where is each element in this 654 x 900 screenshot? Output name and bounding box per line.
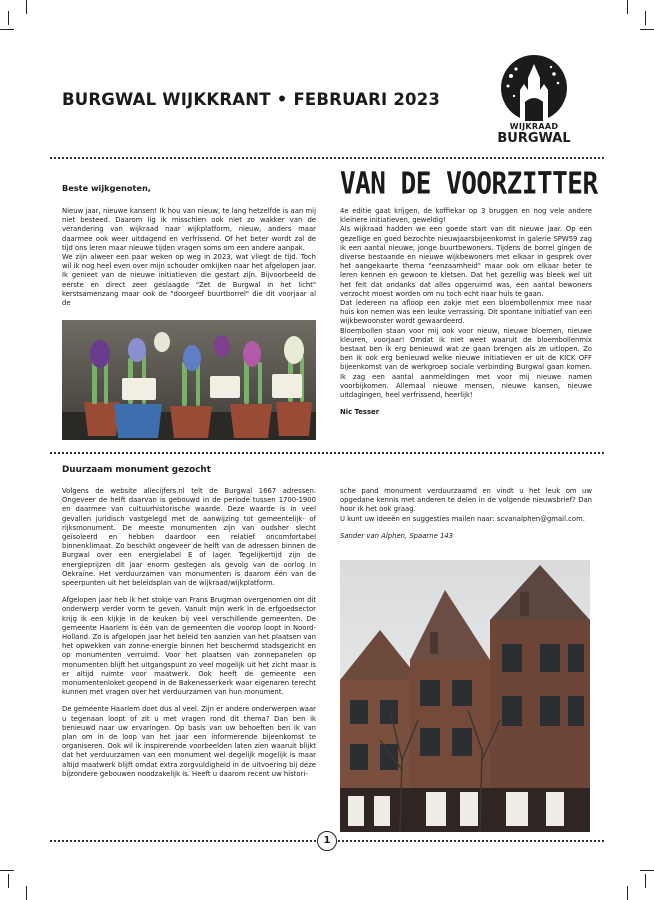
masthead xyxy=(62,90,440,109)
monument-right-column xyxy=(340,487,592,541)
monument-houses-photo xyxy=(340,560,590,832)
logo-line-2: BURGWAL xyxy=(497,131,571,146)
crop-mark xyxy=(8,874,9,888)
paragraph: De gemeente Haarlem doet dus al veel. Zijn er andere onderwerpen waar u tegenaan loopt of zit u met vragen rond dit thema? Dan ben ik benieuwd naar uw ervaringen. Op basis van uw behoeften ben ik van plan om in de loop van het jaar een informerende bijeenkomst te organiseren. Ook wil ik inspirerende voorbeelden laten zien waaruit blijkt dat het verduurzamen van een monument wel degelijk mogelijk is maar altijd maatwerk blijft omdat extra zorgvuldigheid in de uitvoering bij deze bijzondere gebouwen noodzakelijk is. Heeft u daarom recent uw histori- xyxy=(62,705,316,778)
paragraph: Bloembollen staan voor mij ook voor nieuw, nieuwe bloemen, nieuwe kleuren, voorjaar! Omdat ik niet weet waaruit de bloembollenmix bestaat ben ik erg benieuwd wat ze gaan brengen als ze uitlopen. Zo ben ik ook erg benieuwd welke nieuwe initiatieven er uit de KICK OFF bijeenkomst van de werkgroep sociale verbinding Burgwal gaan komen. Ik zag een aantal aanmeldingen met voor mij nieuwe namen voorbijkomen. Allemaal nieuwe mensen, nieuwe kansen, nieuwe uitdagingen, heel verfrissend, heerlijk! xyxy=(340,326,592,400)
author-signature: Sander van Alphen, Spaarne 143 xyxy=(340,531,454,540)
paragraph: Volgens de website allecijfers.nl telt de Burgwal 1667 adressen. Ongeveer de helft daarvan is gebouwd in de periode tussen 1700-1900 en daarmee van cultuurhistorische waarde. Deze waarde is in veel gevallen juridisch vastgelegd met de aanwijzing tot gemeentelijk- of rijksmonument. De meeste monumenten zijn van oudsher slecht geïsoleerd en hebben daardoor een relatief oncomfortabel binnenklimaat. Zo beschikt ongeveer de helft van de adressen binnen de Burgwal over een energielabel E of lager. Tegelijkertijd zijn de energieprijzen dit jaar enorm gestegen als gevolg van de oorlog in Oekraïne. Het verduurzamen van monumenten is daarom één van de speerpunten uit het beleidsplan van de wijkraad/wijkplatform. xyxy=(62,487,316,588)
crop-mark xyxy=(640,29,654,30)
issue-date: FEBRUARI 2023 xyxy=(293,90,441,109)
voorzitter-right-column xyxy=(340,207,592,417)
paragraph: We zijn alweer een paar weken op weg in 2023, wat vliegt de tijd. Toch wil ik nog heel even over mijn schouder omkijken naar het afgelopen jaar. Ik genieet van de nieuwe initiatieven die gestart zijn. Bijvoorbeeld de eerste en direct zeer geslaagde "Zet de Burgwal in het licht" kerstsamenzang maar ook de "doorgeef buurtborrel" die dit voorjaar al de xyxy=(62,253,316,308)
crop-mark xyxy=(26,886,27,900)
greeting: Beste wijkgenoten, xyxy=(62,183,151,193)
page-number: 1 xyxy=(317,831,337,851)
paragraph: Nieuw jaar, nieuwe kansen! Ik hou van nieuw, te lang hetzelfde is aan mij niet besteed. Daarom lig ik misschien ook niet zo wakker van de verandering van wijkraad naar wijkplatform, nieuw, anders maar daarmee ook weer uitdagend en verfrissend. Of het beter wordt zal de tijd ons leren maar nieuwe tijden vragen soms om een andere aanpak. xyxy=(62,207,316,252)
divider xyxy=(50,157,604,159)
crop-mark xyxy=(645,874,646,888)
crop-mark xyxy=(645,11,646,25)
paragraph: sche pand monument verduurzaamd en vindt u het leuk om uw opgedane kennis met anderen te delen in de volgende nieuwsbrief? Dan hoor ik het ook graag. xyxy=(340,487,592,514)
crop-mark xyxy=(640,870,654,871)
paragraph: Afgelopen jaar heb ik het stokje van Frans Brugman overgenomen om dit onderwerp verder vorm te geven. Vanuit mijn werk in de erfgoedsector krijg ik een kijkje in de keuken bij veel verschillende gemeenten. De gemeente Haarlem is één van de gemeenten die voorop loopt in Noord-Holland. Zo is afgelopen jaar het beleid ten aanzien van het plaatsen van het opwekken van zonne-energie binnen het beschermd stadsgezicht en op monumenten verruimd. Voor het plaatsen van zonnepanelen op monumenten blijft het uitgangspunt zo veel mogelijk uit het zicht maar is er altijd ruimte voor maatwerk. Ook heeft de gemeente een monumentenloket geopend in de Bakenesserkerk waar eigenaren terecht kunnen met vragen over het verduurzamen van hun monument. xyxy=(62,596,316,697)
section-heading: Duurzaam monument gezocht xyxy=(62,465,211,475)
divider xyxy=(50,452,604,454)
voorzitter-left-column xyxy=(62,207,316,308)
paragraph: U kunt uw ideeën en suggesties mailen naar: scvanalphen@gmail.com. xyxy=(340,514,585,523)
author-signature: Nic Tesser xyxy=(340,408,380,417)
crop-mark xyxy=(0,29,14,30)
paragraph: Als wijkraad hadden we een goede start van dit nieuwe jaar. Op een gezellige en goed bezochte nieuwjaarsbijeenkomst in galerie SPW59 zag ik een aantal nieuwe, jonge buurtbewoners. Tijdens de borrel gingen de diverse bestaande en nieuwe wijkbewoners met elkaar in gesprek over het aangekaarte thema "eenzaamheid" maar ook om elkaar beter te leren kennen en gewoon te kletsen. Dat het gezellig was bleek wel uit het feit dat ondanks dat alles opgeruimd was, een aantal bewoners verzocht moest worden om nu toch echt naar huis te gaan. xyxy=(340,225,592,298)
article-title: VAN DE VOORZITTER xyxy=(340,167,598,202)
publication-name: BURGWAL WIJKKRANT xyxy=(62,90,271,109)
crop-mark xyxy=(627,886,628,900)
crop-mark xyxy=(0,870,14,871)
crop-mark xyxy=(8,11,9,25)
monument-left-column xyxy=(62,487,316,779)
crop-mark xyxy=(26,0,27,14)
paragraph: Dat iedereen na afloop een zakje met een bloembollenmix mee naar huis kon nemen was een leuke verrassing. Dit spontane initiatief van een wijkbewoonster wordt gewaardeerd. xyxy=(340,299,592,326)
logo-line-1: WIJKRAAD xyxy=(509,122,559,131)
tulip-bulbs-photo xyxy=(62,320,316,440)
masthead-separator: • xyxy=(276,90,288,109)
paragraph: 4e editie gaat krijgen, de koffiekar op 3 bruggen en nog vele andere kleinere initiatieven, geweldig! xyxy=(340,207,592,225)
crop-mark xyxy=(627,0,628,14)
